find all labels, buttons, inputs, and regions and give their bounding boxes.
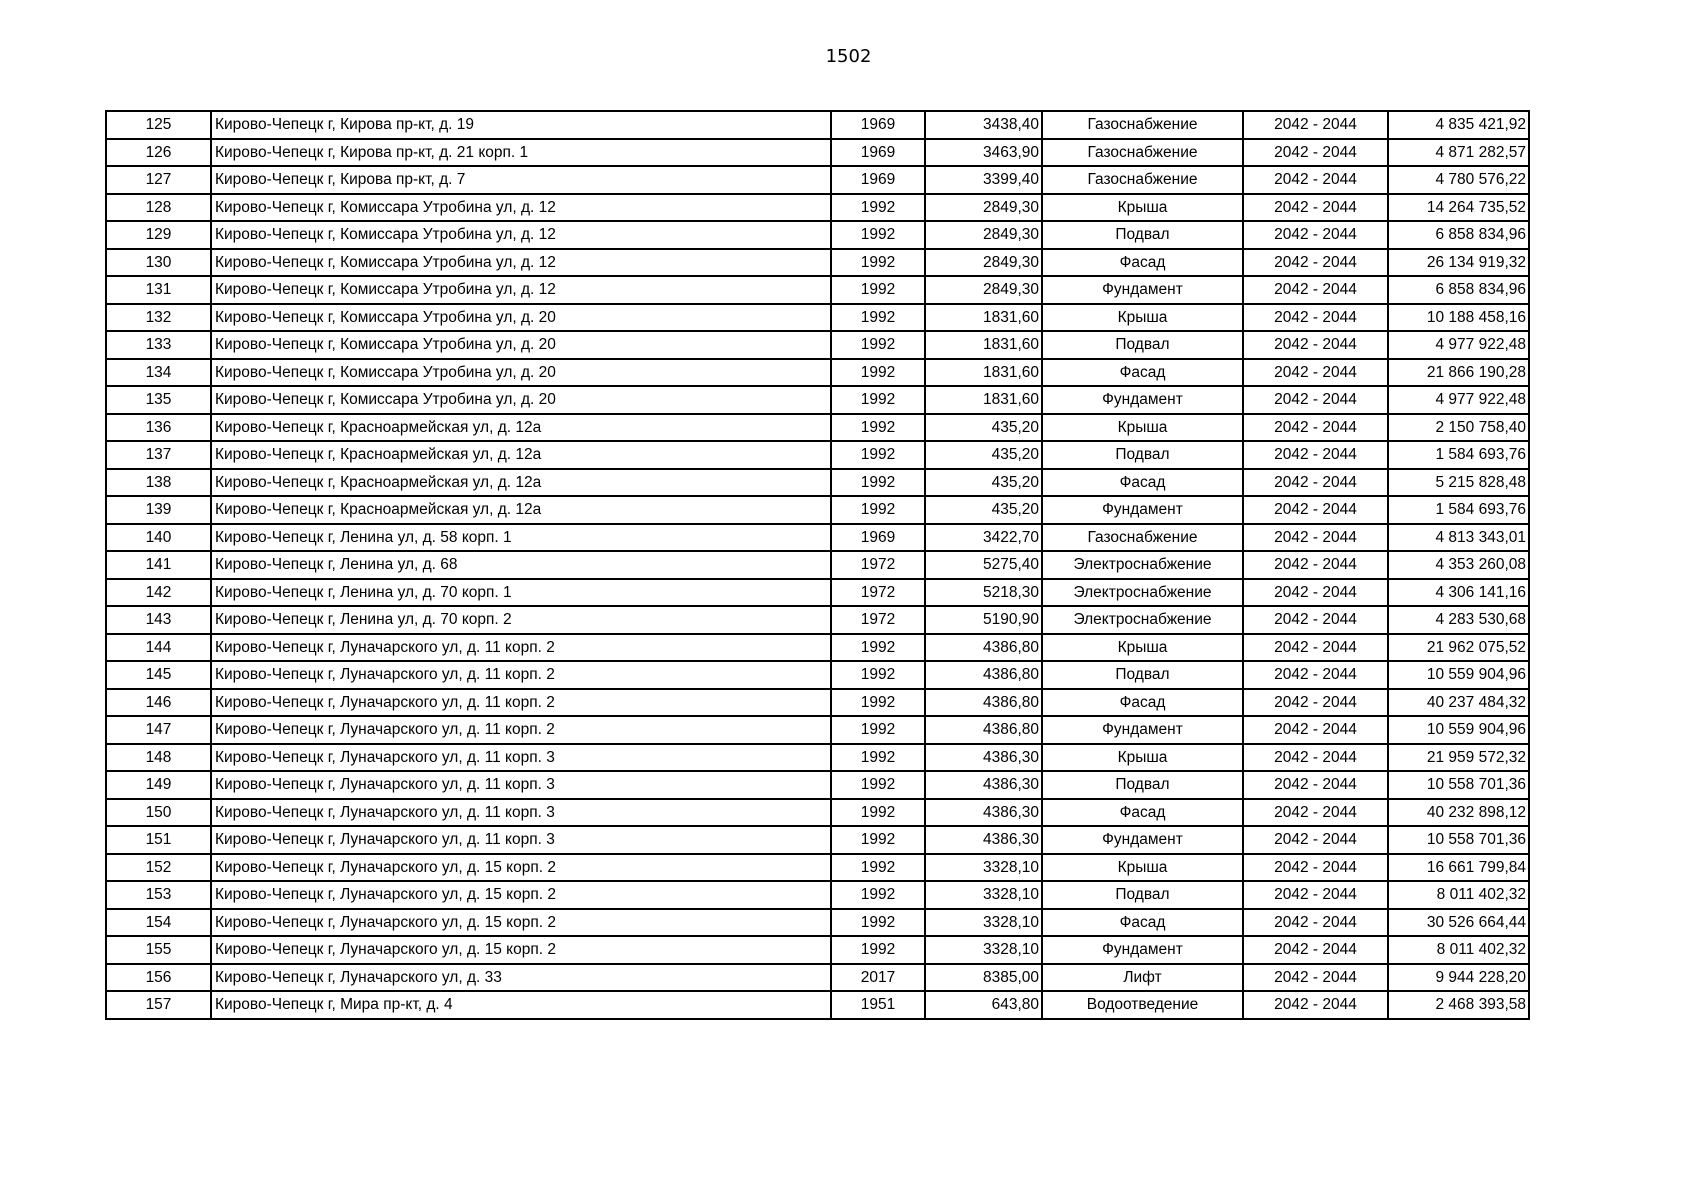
year-cell: 1992	[831, 909, 925, 937]
period-cell: 2042 - 2044	[1243, 909, 1388, 937]
address-cell: Кирово-Чепецк г, Комиссара Утробина ул, д. 12	[211, 276, 831, 304]
row-number-cell: 151	[106, 826, 211, 854]
row-number-cell: 138	[106, 469, 211, 497]
table-row	[106, 111, 1529, 139]
work-type-cell: Крыша	[1042, 304, 1243, 332]
work-type-cell: Фундамент	[1042, 496, 1243, 524]
year-cell: 1992	[831, 331, 925, 359]
work-type-cell: Подвал	[1042, 881, 1243, 909]
table-row	[106, 249, 1529, 277]
table-row	[106, 909, 1529, 937]
row-number-cell: 141	[106, 551, 211, 579]
period-cell: 2042 - 2044	[1243, 634, 1388, 662]
year-cell: 1992	[831, 854, 925, 882]
address-cell: Кирово-Чепецк г, Комиссара Утробина ул, д. 20	[211, 386, 831, 414]
row-number-cell: 130	[106, 249, 211, 277]
period-cell: 2042 - 2044	[1243, 331, 1388, 359]
year-cell: 1992	[831, 716, 925, 744]
cost-cell: 4 977 922,48	[1388, 386, 1529, 414]
address-cell: Кирово-Чепецк г, Луначарского ул, д. 15 корп. 2	[211, 909, 831, 937]
address-cell: Кирово-Чепецк г, Комиссара Утробина ул, д. 12	[211, 194, 831, 222]
cost-cell: 10 558 701,36	[1388, 826, 1529, 854]
address-cell: Кирово-Чепецк г, Ленина ул, д. 68	[211, 551, 831, 579]
row-number-cell: 131	[106, 276, 211, 304]
register-body	[106, 111, 1529, 1019]
cost-cell: 2 468 393,58	[1388, 991, 1529, 1019]
area-cell: 5275,40	[925, 551, 1042, 579]
period-cell: 2042 - 2044	[1243, 771, 1388, 799]
period-cell: 2042 - 2044	[1243, 441, 1388, 469]
cost-cell: 40 232 898,12	[1388, 799, 1529, 827]
work-type-cell: Фасад	[1042, 909, 1243, 937]
cost-cell: 4 353 260,08	[1388, 551, 1529, 579]
area-cell: 4386,80	[925, 634, 1042, 662]
work-type-cell: Газоснабжение	[1042, 111, 1243, 139]
year-cell: 1992	[831, 634, 925, 662]
area-cell: 2849,30	[925, 194, 1042, 222]
area-cell: 3463,90	[925, 139, 1042, 167]
area-cell: 5190,90	[925, 606, 1042, 634]
area-cell: 4386,30	[925, 826, 1042, 854]
address-cell: Кирово-Чепецк г, Луначарского ул, д. 11 корп. 3	[211, 799, 831, 827]
row-number-cell: 155	[106, 936, 211, 964]
period-cell: 2042 - 2044	[1243, 964, 1388, 992]
cost-cell: 4 871 282,57	[1388, 139, 1529, 167]
cost-cell: 30 526 664,44	[1388, 909, 1529, 937]
work-type-cell: Подвал	[1042, 441, 1243, 469]
table-row	[106, 221, 1529, 249]
table-row	[106, 524, 1529, 552]
area-cell: 8385,00	[925, 964, 1042, 992]
address-cell: Кирово-Чепецк г, Луначарского ул, д. 11 корп. 2	[211, 689, 831, 717]
period-cell: 2042 - 2044	[1243, 524, 1388, 552]
cost-cell: 26 134 919,32	[1388, 249, 1529, 277]
period-cell: 2042 - 2044	[1243, 881, 1388, 909]
address-cell: Кирово-Чепецк г, Ленина ул, д. 70 корп. 2	[211, 606, 831, 634]
period-cell: 2042 - 2044	[1243, 111, 1388, 139]
year-cell: 1992	[831, 881, 925, 909]
period-cell: 2042 - 2044	[1243, 689, 1388, 717]
page-number: 1502	[825, 46, 872, 67]
address-cell: Кирово-Чепецк г, Луначарского ул, д. 15 корп. 2	[211, 854, 831, 882]
table-row	[106, 359, 1529, 387]
address-cell: Кирово-Чепецк г, Мира пр-кт, д. 4	[211, 991, 831, 1019]
address-cell: Кирово-Чепецк г, Луначарского ул, д. 33	[211, 964, 831, 992]
row-number-cell: 127	[106, 166, 211, 194]
period-cell: 2042 - 2044	[1243, 469, 1388, 497]
table-row	[106, 854, 1529, 882]
period-cell: 2042 - 2044	[1243, 606, 1388, 634]
row-number-cell: 143	[106, 606, 211, 634]
year-cell: 1972	[831, 551, 925, 579]
period-cell: 2042 - 2044	[1243, 304, 1388, 332]
cost-cell: 21 866 190,28	[1388, 359, 1529, 387]
work-type-cell: Крыша	[1042, 854, 1243, 882]
table-row	[106, 194, 1529, 222]
row-number-cell: 144	[106, 634, 211, 662]
table-row	[106, 551, 1529, 579]
cost-cell: 6 858 834,96	[1388, 276, 1529, 304]
address-cell: Кирово-Чепецк г, Луначарского ул, д. 15 корп. 2	[211, 936, 831, 964]
address-cell: Кирово-Чепецк г, Кирова пр-кт, д. 21 корп. 1	[211, 139, 831, 167]
work-type-cell: Газоснабжение	[1042, 139, 1243, 167]
table-row	[106, 991, 1529, 1019]
address-cell: Кирово-Чепецк г, Кирова пр-кт, д. 7	[211, 166, 831, 194]
period-cell: 2042 - 2044	[1243, 716, 1388, 744]
area-cell: 3422,70	[925, 524, 1042, 552]
work-type-cell: Электроснабжение	[1042, 551, 1243, 579]
year-cell: 1992	[831, 689, 925, 717]
period-cell: 2042 - 2044	[1243, 854, 1388, 882]
area-cell: 4386,80	[925, 661, 1042, 689]
row-number-cell: 126	[106, 139, 211, 167]
cost-cell: 1 584 693,76	[1388, 496, 1529, 524]
cost-cell: 4 977 922,48	[1388, 331, 1529, 359]
table-row	[106, 304, 1529, 332]
year-cell: 1992	[831, 249, 925, 277]
period-cell: 2042 - 2044	[1243, 936, 1388, 964]
address-cell: Кирово-Чепецк г, Красноармейская ул, д. 12а	[211, 496, 831, 524]
work-type-cell: Крыша	[1042, 744, 1243, 772]
area-cell: 3438,40	[925, 111, 1042, 139]
period-cell: 2042 - 2044	[1243, 221, 1388, 249]
period-cell: 2042 - 2044	[1243, 194, 1388, 222]
table-row	[106, 881, 1529, 909]
address-cell: Кирово-Чепецк г, Комиссара Утробина ул, д. 20	[211, 331, 831, 359]
address-cell: Кирово-Чепецк г, Луначарского ул, д. 11 корп. 3	[211, 826, 831, 854]
area-cell: 4386,80	[925, 716, 1042, 744]
year-cell: 1992	[831, 221, 925, 249]
area-cell: 435,20	[925, 469, 1042, 497]
address-cell: Кирово-Чепецк г, Луначарского ул, д. 11 корп. 3	[211, 771, 831, 799]
table-row	[106, 139, 1529, 167]
year-cell: 1992	[831, 771, 925, 799]
table-row	[106, 606, 1529, 634]
row-number-cell: 135	[106, 386, 211, 414]
area-cell: 2849,30	[925, 221, 1042, 249]
cost-cell: 2 150 758,40	[1388, 414, 1529, 442]
cost-cell: 21 959 572,32	[1388, 744, 1529, 772]
row-number-cell: 142	[106, 579, 211, 607]
address-cell: Кирово-Чепецк г, Комиссара Утробина ул, д. 12	[211, 249, 831, 277]
row-number-cell: 128	[106, 194, 211, 222]
cost-cell: 6 858 834,96	[1388, 221, 1529, 249]
area-cell: 435,20	[925, 414, 1042, 442]
cost-cell: 10 559 904,96	[1388, 716, 1529, 744]
work-type-cell: Фундамент	[1042, 386, 1243, 414]
row-number-cell: 157	[106, 991, 211, 1019]
period-cell: 2042 - 2044	[1243, 249, 1388, 277]
row-number-cell: 147	[106, 716, 211, 744]
cost-cell: 9 944 228,20	[1388, 964, 1529, 992]
cost-cell: 8 011 402,32	[1388, 936, 1529, 964]
table-row	[106, 661, 1529, 689]
year-cell: 1992	[831, 386, 925, 414]
cost-cell: 1 584 693,76	[1388, 441, 1529, 469]
table-row	[106, 826, 1529, 854]
table-row	[106, 716, 1529, 744]
year-cell: 1969	[831, 166, 925, 194]
row-number-cell: 140	[106, 524, 211, 552]
area-cell: 4386,30	[925, 799, 1042, 827]
year-cell: 1992	[831, 799, 925, 827]
work-type-cell: Подвал	[1042, 331, 1243, 359]
cost-cell: 4 835 421,92	[1388, 111, 1529, 139]
area-cell: 2849,30	[925, 276, 1042, 304]
cost-cell: 5 215 828,48	[1388, 469, 1529, 497]
row-number-cell: 134	[106, 359, 211, 387]
address-cell: Кирово-Чепецк г, Ленина ул, д. 58 корп. 1	[211, 524, 831, 552]
row-number-cell: 153	[106, 881, 211, 909]
area-cell: 3328,10	[925, 854, 1042, 882]
table-row	[106, 771, 1529, 799]
year-cell: 1972	[831, 606, 925, 634]
table-row	[106, 386, 1529, 414]
cost-cell: 10 559 904,96	[1388, 661, 1529, 689]
address-cell: Кирово-Чепецк г, Комиссара Утробина ул, д. 20	[211, 304, 831, 332]
year-cell: 1992	[831, 661, 925, 689]
cost-cell: 4 283 530,68	[1388, 606, 1529, 634]
year-cell: 1992	[831, 304, 925, 332]
address-cell: Кирово-Чепецк г, Луначарского ул, д. 11 корп. 3	[211, 744, 831, 772]
year-cell: 1992	[831, 414, 925, 442]
work-type-cell: Фундамент	[1042, 716, 1243, 744]
row-number-cell: 149	[106, 771, 211, 799]
year-cell: 1992	[831, 359, 925, 387]
work-type-cell: Крыша	[1042, 634, 1243, 662]
row-number-cell: 129	[106, 221, 211, 249]
table-row	[106, 496, 1529, 524]
work-type-cell: Фундамент	[1042, 276, 1243, 304]
table-row	[106, 166, 1529, 194]
period-cell: 2042 - 2044	[1243, 414, 1388, 442]
address-cell: Кирово-Чепецк г, Комиссара Утробина ул, д. 12	[211, 221, 831, 249]
work-type-cell: Фундамент	[1042, 826, 1243, 854]
row-number-cell: 148	[106, 744, 211, 772]
table-row	[106, 276, 1529, 304]
address-cell: Кирово-Чепецк г, Луначарского ул, д. 11 корп. 2	[211, 716, 831, 744]
work-type-cell: Фасад	[1042, 249, 1243, 277]
cost-cell: 4 306 141,16	[1388, 579, 1529, 607]
table-row	[106, 579, 1529, 607]
period-cell: 2042 - 2044	[1243, 551, 1388, 579]
table-row	[106, 331, 1529, 359]
work-type-cell: Электроснабжение	[1042, 606, 1243, 634]
area-cell: 2849,30	[925, 249, 1042, 277]
area-cell: 3328,10	[925, 881, 1042, 909]
area-cell: 1831,60	[925, 359, 1042, 387]
work-type-cell: Подвал	[1042, 771, 1243, 799]
area-cell: 5218,30	[925, 579, 1042, 607]
area-cell: 435,20	[925, 441, 1042, 469]
work-type-cell: Крыша	[1042, 194, 1243, 222]
period-cell: 2042 - 2044	[1243, 991, 1388, 1019]
period-cell: 2042 - 2044	[1243, 386, 1388, 414]
work-type-cell: Фасад	[1042, 469, 1243, 497]
row-number-cell: 150	[106, 799, 211, 827]
address-cell: Кирово-Чепецк г, Ленина ул, д. 70 корп. 1	[211, 579, 831, 607]
address-cell: Кирово-Чепецк г, Комиссара Утробина ул, д. 20	[211, 359, 831, 387]
table-row	[106, 441, 1529, 469]
table-row	[106, 469, 1529, 497]
cost-cell: 16 661 799,84	[1388, 854, 1529, 882]
area-cell: 435,20	[925, 496, 1042, 524]
year-cell: 1969	[831, 111, 925, 139]
work-type-cell: Газоснабжение	[1042, 524, 1243, 552]
period-cell: 2042 - 2044	[1243, 359, 1388, 387]
row-number-cell: 156	[106, 964, 211, 992]
work-type-cell: Лифт	[1042, 964, 1243, 992]
period-cell: 2042 - 2044	[1243, 799, 1388, 827]
period-cell: 2042 - 2044	[1243, 276, 1388, 304]
table-row	[106, 744, 1529, 772]
cost-cell: 14 264 735,52	[1388, 194, 1529, 222]
year-cell: 1992	[831, 441, 925, 469]
cost-cell: 8 011 402,32	[1388, 881, 1529, 909]
area-cell: 1831,60	[925, 331, 1042, 359]
table-row	[106, 936, 1529, 964]
work-type-cell: Подвал	[1042, 661, 1243, 689]
row-number-cell: 133	[106, 331, 211, 359]
address-cell: Кирово-Чепецк г, Луначарского ул, д. 15 корп. 2	[211, 881, 831, 909]
area-cell: 643,80	[925, 991, 1042, 1019]
work-type-cell: Крыша	[1042, 414, 1243, 442]
row-number-cell: 125	[106, 111, 211, 139]
year-cell: 1969	[831, 524, 925, 552]
cost-cell: 21 962 075,52	[1388, 634, 1529, 662]
area-cell: 4386,30	[925, 744, 1042, 772]
row-number-cell: 152	[106, 854, 211, 882]
row-number-cell: 137	[106, 441, 211, 469]
cost-cell: 4 813 343,01	[1388, 524, 1529, 552]
work-type-cell: Подвал	[1042, 221, 1243, 249]
year-cell: 1992	[831, 276, 925, 304]
work-type-cell: Фасад	[1042, 689, 1243, 717]
row-number-cell: 139	[106, 496, 211, 524]
address-cell: Кирово-Чепецк г, Красноармейская ул, д. 12а	[211, 414, 831, 442]
address-cell: Кирово-Чепецк г, Кирова пр-кт, д. 19	[211, 111, 831, 139]
work-type-cell: Фундамент	[1042, 936, 1243, 964]
cost-cell: 4 780 576,22	[1388, 166, 1529, 194]
address-cell: Кирово-Чепецк г, Луначарского ул, д. 11 корп. 2	[211, 661, 831, 689]
year-cell: 1972	[831, 579, 925, 607]
period-cell: 2042 - 2044	[1243, 661, 1388, 689]
cost-cell: 10 558 701,36	[1388, 771, 1529, 799]
area-cell: 4386,30	[925, 771, 1042, 799]
work-type-cell: Фасад	[1042, 359, 1243, 387]
year-cell: 1992	[831, 936, 925, 964]
year-cell: 1969	[831, 139, 925, 167]
row-number-cell: 146	[106, 689, 211, 717]
year-cell: 1951	[831, 991, 925, 1019]
row-number-cell: 154	[106, 909, 211, 937]
area-cell: 3328,10	[925, 936, 1042, 964]
register-table	[105, 110, 1530, 1020]
address-cell: Кирово-Чепецк г, Красноармейская ул, д. 12а	[211, 469, 831, 497]
row-number-cell: 132	[106, 304, 211, 332]
table-row	[106, 689, 1529, 717]
row-number-cell: 145	[106, 661, 211, 689]
area-cell: 3399,40	[925, 166, 1042, 194]
work-type-cell: Фасад	[1042, 799, 1243, 827]
year-cell: 1992	[831, 744, 925, 772]
area-cell: 1831,60	[925, 304, 1042, 332]
address-cell: Кирово-Чепецк г, Красноармейская ул, д. 12а	[211, 441, 831, 469]
area-cell: 1831,60	[925, 386, 1042, 414]
cost-cell: 10 188 458,16	[1388, 304, 1529, 332]
year-cell: 1992	[831, 826, 925, 854]
year-cell: 2017	[831, 964, 925, 992]
period-cell: 2042 - 2044	[1243, 139, 1388, 167]
work-type-cell: Газоснабжение	[1042, 166, 1243, 194]
year-cell: 1992	[831, 469, 925, 497]
table-row	[106, 414, 1529, 442]
year-cell: 1992	[831, 194, 925, 222]
year-cell: 1992	[831, 496, 925, 524]
period-cell: 2042 - 2044	[1243, 496, 1388, 524]
table-row	[106, 799, 1529, 827]
period-cell: 2042 - 2044	[1243, 579, 1388, 607]
cost-cell: 40 237 484,32	[1388, 689, 1529, 717]
area-cell: 3328,10	[925, 909, 1042, 937]
table-row	[106, 964, 1529, 992]
work-type-cell: Электроснабжение	[1042, 579, 1243, 607]
period-cell: 2042 - 2044	[1243, 166, 1388, 194]
row-number-cell: 136	[106, 414, 211, 442]
work-type-cell: Водоотведение	[1042, 991, 1243, 1019]
period-cell: 2042 - 2044	[1243, 826, 1388, 854]
period-cell: 2042 - 2044	[1243, 744, 1388, 772]
area-cell: 4386,80	[925, 689, 1042, 717]
address-cell: Кирово-Чепецк г, Луначарского ул, д. 11 корп. 2	[211, 634, 831, 662]
table-row	[106, 634, 1529, 662]
